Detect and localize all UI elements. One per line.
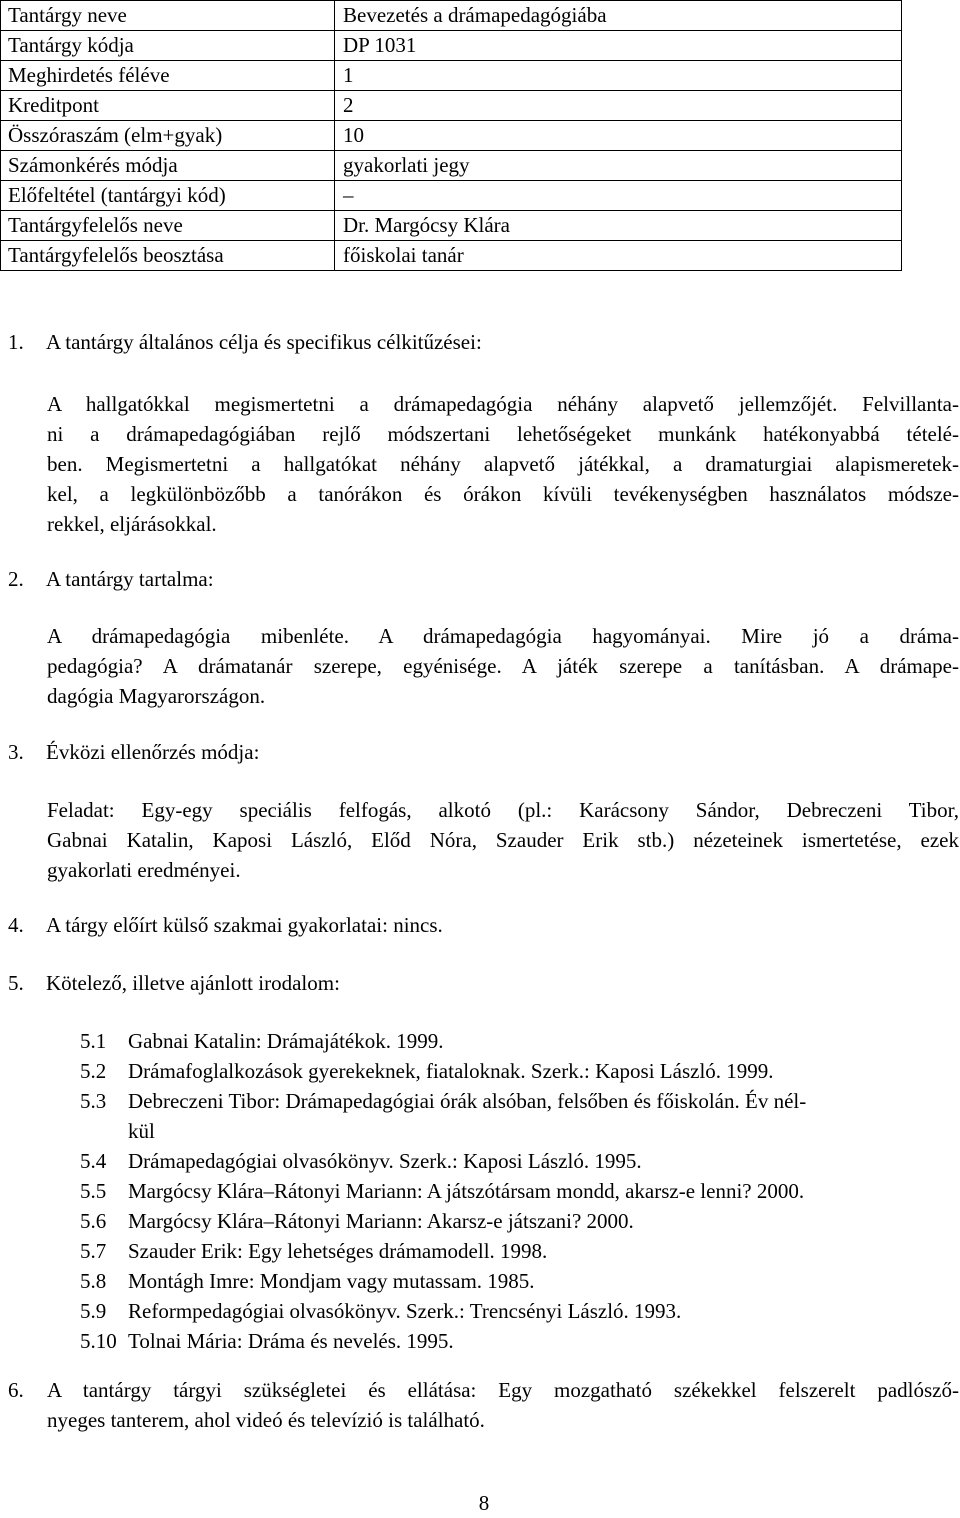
table-row	[1, 1, 902, 31]
literature-item-text: Tolnai Mária: Dráma és nevelés. 1995.	[128, 1329, 454, 1353]
table-row	[1, 31, 902, 61]
row-label: Tantárgyfelelős beosztása	[1, 241, 335, 271]
row-value: gyakorlati jegy	[335, 151, 902, 181]
section-6-number-wrap	[8, 1375, 46, 1405]
section-2-paragraph	[47, 621, 959, 711]
section-4-title: A tárgy előírt külső szakmai gyakorlatai: nincs.	[46, 913, 443, 937]
paragraph-line: gyakorlati eredményei.	[47, 858, 241, 882]
paragraph-line: pedagógia? A drámatanár szerepe, egyénisége. A játék szerepe a tanításban. A drámape-	[47, 654, 959, 678]
literature-item-number: 5.3	[80, 1089, 107, 1113]
section-1-heading	[8, 327, 482, 357]
row-value: Bevezetés a drámapedagógiába	[335, 1, 902, 31]
row-label: Tantárgy neve	[1, 1, 335, 31]
paragraph-line: A drámapedagógia mibenléte. A drámapedagógia hagyományai. Mire jó a dráma-	[47, 624, 959, 648]
row-label: Tantárgy kódja	[1, 31, 335, 61]
paragraph-line: nyeges tanterem, ahol videó és televízió is található.	[47, 1408, 485, 1432]
literature-item-number: 5.7	[80, 1239, 107, 1263]
paragraph-line: kel, a legkülönbözőbb a tanórákon és órákon kívüli tevékenységben használatos módsze-	[47, 482, 959, 506]
literature-item-number: 5.6	[80, 1209, 107, 1233]
table-row	[1, 151, 902, 181]
row-value: –	[335, 181, 902, 211]
section-2-title: A tantárgy tartalma:	[46, 567, 214, 591]
paragraph-line: A tantárgy tárgyi szükségletei és ellátása: Egy mozgatható székekkel felszerelt padlósző-	[47, 1378, 959, 1402]
literature-item-number: 5.5	[80, 1179, 107, 1203]
literature-item-text: Drámafoglalkozások gyerekeknek, fiataloknak. Szerk.: Kaposi László. 1999.	[128, 1059, 774, 1083]
row-value: Dr. Margócsy Klára	[335, 211, 902, 241]
literature-item-text: Gabnai Katalin: Drámajátékok. 1999.	[128, 1029, 444, 1053]
literature-item	[80, 1266, 960, 1296]
section-5-number: 5.	[8, 971, 24, 995]
literature-item	[80, 1056, 960, 1086]
section-3-paragraph	[47, 795, 959, 885]
section-6-paragraph	[47, 1375, 959, 1435]
literature-item	[80, 1146, 960, 1176]
section-4-heading	[8, 910, 443, 940]
table-row	[1, 241, 902, 271]
literature-item	[80, 1026, 960, 1056]
table-row	[1, 211, 902, 241]
section-2-heading	[8, 564, 214, 594]
section-3-title: Évközi ellenőrzés módja:	[46, 740, 260, 764]
row-label: Előfeltétel (tantárgyi kód)	[1, 181, 335, 211]
literature-item-text: Drámapedagógiai olvasókönyv. Szerk.: Kaposi László. 1995.	[128, 1149, 642, 1173]
row-label: Meghirdetés féléve	[1, 61, 335, 91]
row-label: Kreditpont	[1, 91, 335, 121]
table-row	[1, 91, 902, 121]
literature-item	[80, 1296, 960, 1326]
literature-item-text: Montágh Imre: Mondjam vagy mutassam. 1985.	[128, 1269, 535, 1293]
section-5-title: Kötelező, illetve ajánlott irodalom:	[46, 971, 340, 995]
literature-item	[80, 1326, 960, 1356]
section-3-number: 3.	[8, 740, 24, 764]
literature-item-number: 5.9	[80, 1299, 107, 1323]
literature-item	[80, 1176, 960, 1206]
section-1-number: 1.	[8, 330, 24, 354]
row-value: 1	[335, 61, 902, 91]
literature-item-number: 5.1	[80, 1029, 107, 1053]
row-value: DP 1031	[335, 31, 902, 61]
section-1-title: A tantárgy általános célja és specifikus célkitűzései:	[46, 330, 482, 354]
row-value: 10	[335, 121, 902, 151]
literature-item-number: 5.2	[80, 1059, 107, 1083]
row-value: 2	[335, 91, 902, 121]
literature-item-text: Debreczeni Tibor: Drámapedagógiai órák alsóban, felsőben és főiskolán. Év nél-	[128, 1089, 807, 1113]
literature-list	[80, 1026, 960, 1356]
row-label: Számonkérés módja	[1, 151, 335, 181]
section-3-heading	[8, 737, 259, 767]
row-label: Tantárgyfelelős neve	[1, 211, 335, 241]
paragraph-line: rekkel, eljárásokkal.	[47, 512, 217, 536]
paragraph-line: ben. Megismertetni a hallgatókat néhány alapvető játékkal, a dramaturgiai alapismeretek-	[47, 452, 959, 476]
literature-item-text: Margócsy Klára–Rátonyi Mariann: Akarsz-e játszani? 2000.	[128, 1209, 634, 1233]
paragraph-line: Gabnai Katalin, Kaposi László, Előd Nóra, Szauder Erik stb.) nézeteinek ismertetése, ezek	[47, 828, 959, 852]
literature-item-number: 5.8	[80, 1269, 107, 1293]
paragraph-line: ni a drámapedagógiában rejlő módszertani lehetőségeket munkánk hatékonyabbá tételé-	[47, 422, 959, 446]
paragraph-line: Feladat: Egy-egy speciális felfogás, alkotó (pl.: Karácsony Sándor, Debreczeni Tibor,	[47, 798, 959, 822]
paragraph-line: A hallgatókkal megismertetni a drámapedagógia néhány alapvető jellemzőjét. Felvillanta-	[47, 392, 959, 416]
section-1-paragraph	[47, 389, 959, 539]
literature-item-text: Reformpedagógiai olvasókönyv. Szerk.: Trencsényi László. 1993.	[128, 1299, 682, 1323]
paragraph-line: dagógia Magyarországon.	[47, 684, 266, 708]
table-row	[1, 61, 902, 91]
section-5-heading	[8, 968, 340, 998]
section-6-number: 6.	[8, 1378, 24, 1402]
page-number: 8	[478, 1491, 490, 1515]
table-row	[1, 181, 902, 211]
literature-item-text: Szauder Erik: Egy lehetséges drámamodell. 1998.	[128, 1239, 548, 1263]
literature-item	[80, 1236, 960, 1266]
literature-item	[80, 1206, 960, 1236]
row-label: Összóraszám (elm+gyak)	[1, 121, 335, 151]
table-row	[1, 121, 902, 151]
course-info-table	[0, 0, 902, 271]
section-4-number: 4.	[8, 913, 24, 937]
literature-item-text: Margócsy Klára–Rátonyi Mariann: A játszótársam mondd, akarsz-e lenni? 2000.	[128, 1179, 805, 1203]
literature-item-number: 5.10	[80, 1329, 117, 1353]
literature-item	[80, 1086, 960, 1116]
literature-item-continuation: kül	[128, 1119, 155, 1143]
section-2-number: 2.	[8, 567, 24, 591]
literature-item-number: 5.4	[80, 1149, 107, 1173]
row-value: főiskolai tanár	[335, 241, 902, 271]
